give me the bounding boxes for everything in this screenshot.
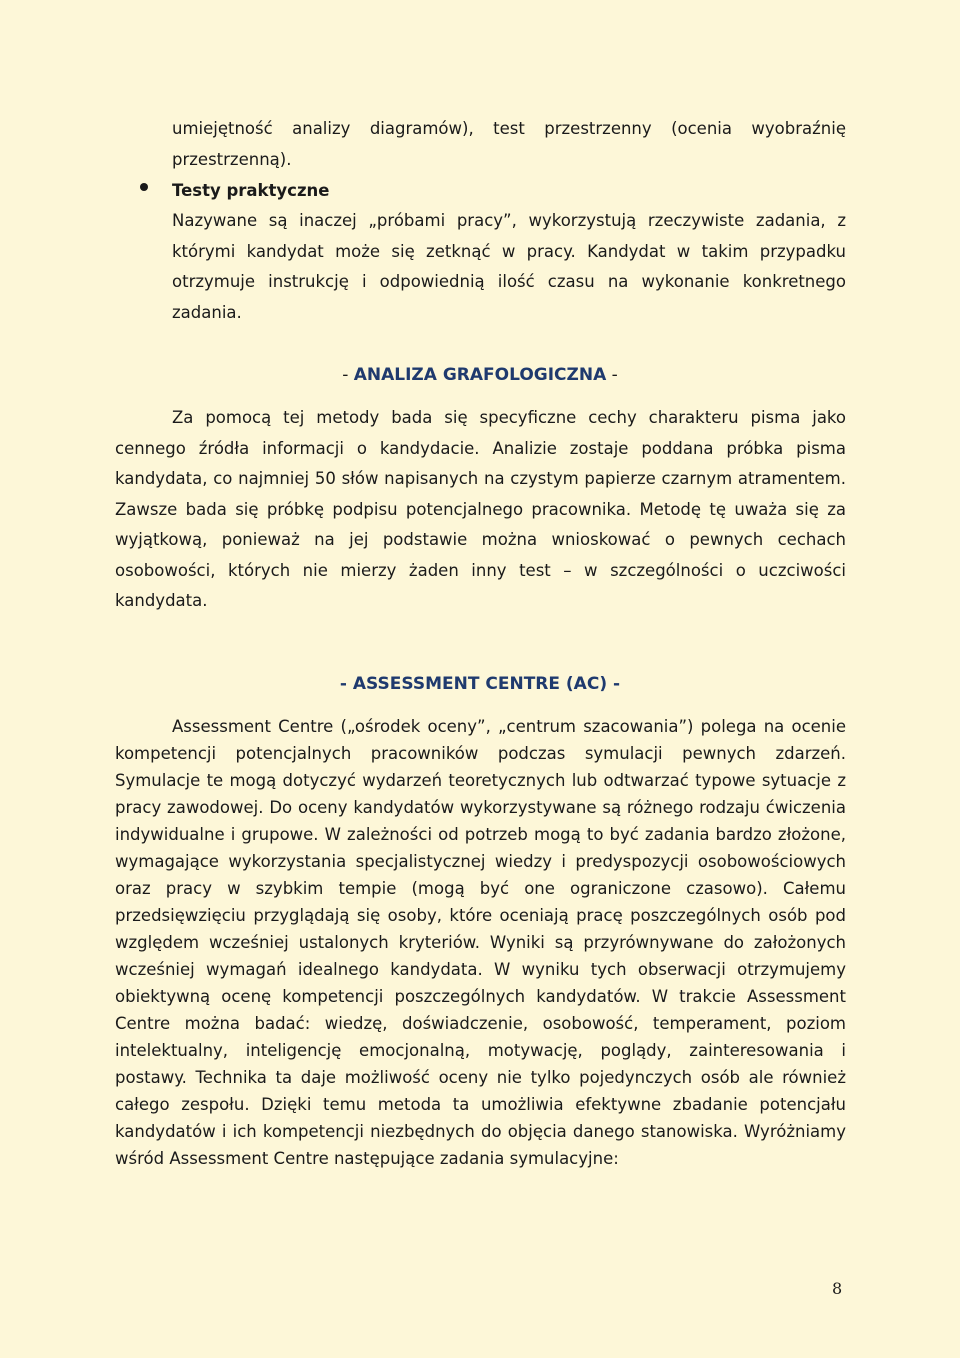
heading-dash-left: - [339, 674, 353, 694]
bullet-icon [140, 183, 148, 191]
bullet-title: Testy praktyczne [172, 181, 330, 200]
grafologia-paragraph: Za pomocą tej metody bada się specyficzne cechy charakteru pisma jako cennego źródła informacji o kandydacie. Analizie zostaje poddana próbka pisma kandydata, co najmniej 50 słów napisanych na czystym papierze czarnym atramentem. Zawsze bada się próbkę podpisu potencjalnego pracownika. Metodę tę uważa się za wyjątkową, ponieważ na jej podstawie można wnioskować o pewnych cechach osobowości, których nie mierzy żaden inny test – w szczególności o uczciwości kandydata. [115, 408, 846, 610]
heading-dash-right: - [606, 365, 618, 385]
heading-text: ANALIZA GRAFOLOGICZNA [353, 365, 607, 385]
bullet-paragraph: Nazywane są inaczej „próbami pracy”, wykorzystują rzeczywiste zadania, z którymi kandydat może się zetknąć w pracy. Kandydat w takim przypadku otrzymuje instrukcję i odpowiednią ilość czasu na wykonanie konkretnego zadania. [172, 211, 846, 322]
section-heading-grafologia [0, 365, 960, 385]
ac-paragraph: Assessment Centre („ośrodek oceny”, „centrum szacowania”) polega na ocenie kompetencji potencjalnych pracowników podczas symulacji pewnych zdarzeń. Symulacje te mogą dotyczyć wydarzeń teoretycznych lub odtwarzać typowe sytuacje z pracy zawodowej. Do oceny kandydatów wykorzystywane są różnego rodzaju ćwiczenia indywidualne i grupowe. W zależności od potrzeb mogą to być zadania bardzo złożone, wymagające wykorzystania specjalistycznej wiedzy i predyspozycji osobowościowych oraz pracy w szybkim tempie (mogą być one ograniczone czasowo). Całemu przedsięwzięciu przyglądają się osoby, które oceniają pracę poszczególnych osób pod względem wcześniej ustalonych kryteriów. Wyniki są przyrównywane do założonych wcześniej wymagań idealnego kandydata. W wyniku tych obserwacji otrzymujemy obiektywną ocenę kompetencji poszczególnych kandydatów. W trakcie Assessment Centre można badać: wiedzę, doświadczenie, osobowość, temperament, poziom intelektualny, inteligencję emocjonalną, motywację, poglądy, zainteresowania i postawy. Technika ta daje możliwość oceny nie tylko pojedynczych osób ale również całego zespołu. Dzięki temu metoda ta umożliwia efektywne zbadanie potencjału kandydatów i ich kompetencji niezbędnych do objęcia danego stanowiska. Wyróżniamy wśród Assessment Centre następujące zadania symulacyjne: [115, 717, 846, 1168]
heading-dash-right: - [607, 674, 621, 694]
heading-text: ASSESSMENT CENTRE (AC) [352, 674, 608, 694]
section-heading-ac [0, 674, 960, 694]
heading-dash-left: - [342, 365, 354, 385]
intro-continuation-paragraph: umiejętność analizy diagramów), test przestrzenny (ocenia wyobraźnię przestrzenną). [172, 119, 846, 169]
page-number: 8 [832, 1279, 843, 1298]
